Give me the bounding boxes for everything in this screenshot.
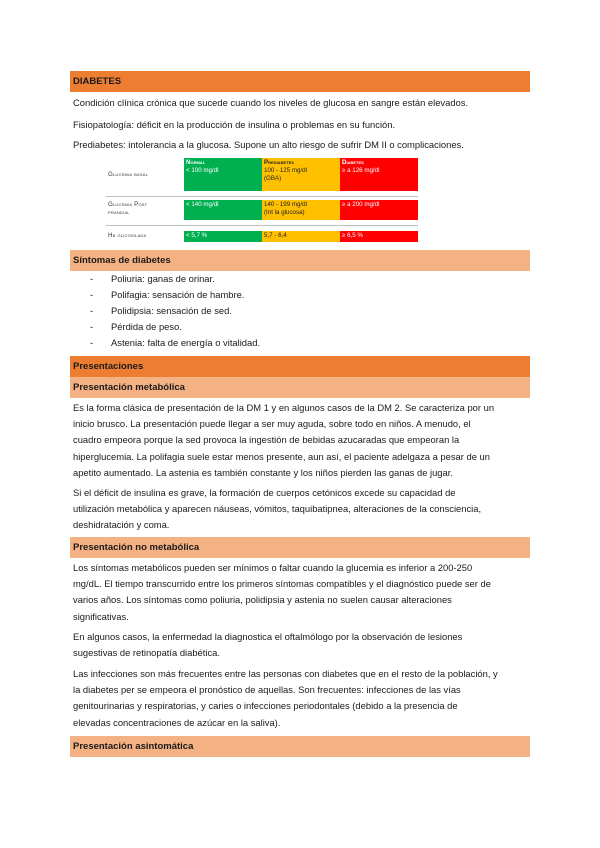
cell-prediabetes-basal (262, 158, 340, 191)
text-line: cuadro empeora porque la sed provoca la ingestión de bebidas azucaradas que empeoran la (73, 434, 460, 446)
heading-presentacion-no-metabolica: Presentación no metabólica (70, 537, 530, 558)
cell-prediabetes-post (262, 200, 340, 220)
intro-prediabetes: Prediabetes: intolerancia a la glucosa. Supone un alto riesgo de sufrir DM II o complicaciones. (73, 139, 464, 150)
text-line: inicio brusco. La presentación puede llegar a ser muy aguda, sobre todo en niños. A menudo, el (73, 418, 471, 430)
row-label-glucemia-post-1: Glucemia Post (108, 201, 148, 208)
text-line: varios años. Los síntomas como poliuria, polidipsia y astenia no suelen causar alteraciones (73, 594, 452, 606)
list-item-text: Polifagia: sensación de hambre. (111, 289, 245, 300)
value-prediabetes-basal: 100 - 125 mg/dl (264, 167, 307, 174)
table-divider (106, 196, 418, 197)
no-metabolica-paragraph-2 (73, 629, 528, 661)
text-line: Las infecciones son más frecuentes entre las personas con diabetes que en el resto de la población, y (73, 668, 498, 679)
heading-presentacion-metabolica: Presentación metabólica (70, 377, 530, 398)
row-label-glucemia-basal: Glucemia basal (108, 171, 149, 178)
cell-normal-post: < 140 mg/dl (184, 200, 262, 220)
list-item-text: Poliuria: ganas de orinar. (111, 273, 215, 284)
list-item: - Polifagia: sensación de hambre. (90, 289, 245, 300)
cell-prediabetes-hb: 5,7 - 6,4 (262, 231, 340, 242)
text-line: elevadas concentraciones de azúcar en la saliva). (73, 716, 281, 728)
heading-presentacion-asintomatica: Presentación asintomática (70, 736, 530, 757)
text-line: En algunos casos, la enfermedad la diagnostica el oftalmólogo por la observación de lesiones (73, 631, 463, 642)
metabolica-paragraph-2 (73, 485, 528, 534)
intro-fisiopatologia: Fisiopatología: déficit en la producción de insulina o problemas en su función. (73, 119, 396, 130)
text-line: Los síntomas metabólicos pueden ser mínimos o faltar cuando la glucemia es inferior a 200-250 (73, 562, 473, 573)
sintomas-list (90, 271, 510, 351)
cell-diabetes-hb: ≥ 6,5 % (340, 231, 418, 242)
text-line: Es la forma clásica de presentación de la DM 1 y en algunos casos de la DM 2. Se caracteriza por un (73, 402, 495, 413)
text-line: mg/dL. El tiempo transcurrido entre los primeros síntomas compatibles y el diagnóstico puede ser de (73, 578, 491, 590)
note-prediabetes-post: (Int la glucosa) (264, 209, 305, 216)
no-metabolica-paragraph-1 (73, 560, 528, 625)
text-line: hiperglucemia. La polifagia suele estar menos presente, aun así, el paciente adelgaza a pesar de un (73, 450, 490, 462)
cell-diabetes-basal (340, 158, 418, 191)
row-label-glucemia-post (106, 200, 184, 218)
text-line: significativas. (73, 610, 129, 622)
table-divider (106, 225, 418, 226)
list-item: - Polidipsia: sensación de sed. (90, 305, 232, 316)
list-item: - Poliuria: ganas de orinar. (90, 273, 215, 284)
intro-definition: Condición clínica crónica que sucede cuando los niveles de glucosa en sangre están elevados. (73, 97, 469, 108)
text-line: la diabetes per se empeora el pronóstico de aquellas. Son frecuentes: infecciones de las vías (73, 684, 461, 696)
value-prediabetes-post: 140 - 199 mg/dl (264, 201, 307, 208)
list-item-text: Pérdida de peso. (111, 321, 182, 332)
list-item-text: Astenia: falta de energía o vitalidad. (111, 337, 261, 348)
cell-normal-hb: < 5,7 % (184, 231, 262, 242)
metabolica-paragraph-1 (73, 400, 528, 481)
heading-presentaciones: Presentaciones (70, 356, 530, 377)
value-diabetes-basal: ≥ a 126 mg/dl (342, 167, 380, 174)
header-normal: Normal (186, 159, 206, 166)
row-label-glucemia-post-2: prandial (108, 209, 130, 216)
row-label-hb-glicosilada: Hb glicosilada (108, 232, 147, 239)
list-item: - Astenia: falta de energía o vitalidad. (90, 337, 261, 348)
header-prediabetes: Prediabetes (264, 159, 294, 166)
cell-normal-basal (184, 158, 262, 191)
list-item: - Pérdida de peso. (90, 321, 182, 332)
value-normal-basal: < 100 mg/dl (186, 167, 219, 174)
heading-sintomas: Síntomas de diabetes (70, 250, 530, 271)
list-item-text: Polidipsia: sensación de sed. (111, 305, 232, 316)
text-line: utilización metabólica y aparecen náuseas, vómitos, taquibatipnea, alteraciones de la consciencia, (73, 503, 482, 515)
text-line: Si el déficit de insulina es grave, la formación de cuerpos cetónicos excede su capacidad de (73, 487, 456, 498)
cell-diabetes-post: ≥ a 200 mg/dl (340, 200, 418, 220)
text-line: sugestivas de retinopatía diabética. (73, 647, 220, 659)
text-line: deshidratación y coma. (73, 519, 170, 531)
title-diabetes: DIABETES (70, 71, 530, 92)
header-diabetes: Diabetes (342, 159, 364, 166)
no-metabolica-paragraph-3 (73, 666, 528, 731)
glucose-criteria-table (106, 158, 418, 242)
text-line: apetito aumentado. La astenia es también constante y los niños pierden las ganas de jugar. (73, 466, 453, 478)
text-line: genitourinarias y respiratorias, y caries o infecciones periodontales (debido a la presencia de (73, 700, 458, 712)
note-prediabetes-basal: (GBA) (264, 175, 282, 182)
